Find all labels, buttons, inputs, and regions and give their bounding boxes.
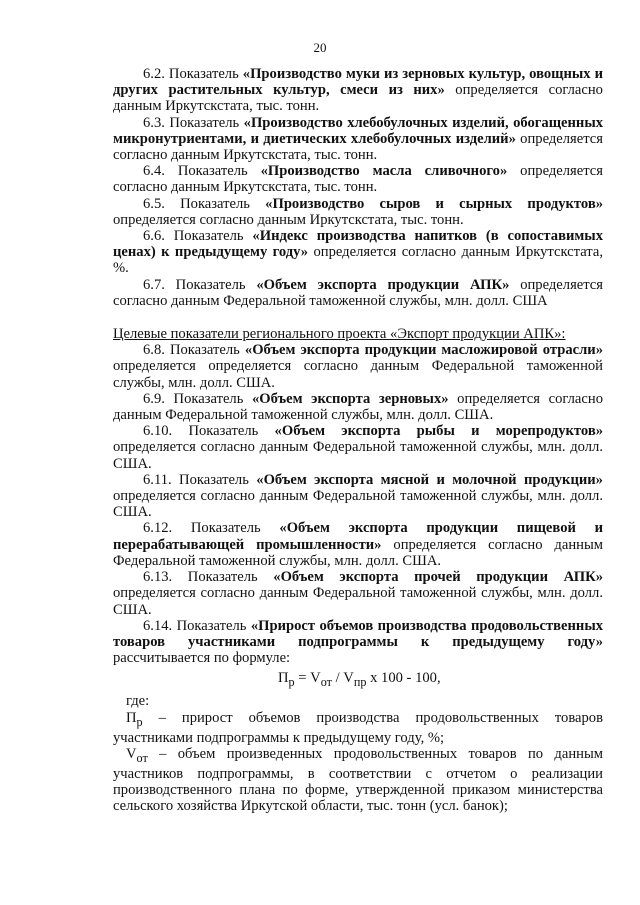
where-label: где: (126, 693, 150, 710)
paragraph-6-5: 6.5. Показатель «Производство сыров и сырных продуктов» определяется согласно данным Иркутскстата, тыс. тонн. (113, 195, 604, 228)
paragraph-6-13: 6.13. Показатель «Объем экспорта прочей продукции АПК» определяется согласно данным Федеральной таможенной службы, млн. долл. США. (113, 569, 604, 618)
definition-vot: $V_{от}$ – объем произведенных продовольственных товаров по данным участников подпрограммы, в соответствии с отчетом о реализации производственного плана по форме, утвержденной приказом министерства сельского хозяйства Иркутской области, тыс. тонн (усл. банок); (113, 745, 603, 815)
paragraph-6-14: 6.14. Показатель «Прирост объемов производства продовольственных товаров участниками подпрограммы к предыдущему году» рассчитывается по формуле: (113, 617, 604, 667)
paragraph-6-3: 6.3. Показатель «Производство хлебобулочных изделий, обогащенных микронутриентами, и диетических хлебобулочных изделий» определяется согласно данным Иркутскстата, тыс. тонн. (113, 114, 604, 164)
paragraph-6-6: 6.6. Показатель «Индекс производства напитков (в сопоставимых ценах) к предыдущему году» определяется согласно данным Иркутскстата, %. (113, 228, 603, 277)
page-number: 20 (313, 40, 327, 55)
paragraph-6-7: 6.7. Показатель «Объем экспорта продукции АПК» определяется согласно данным Федеральной таможенной службы, млн. долл. США (113, 276, 603, 309)
definition-pr: $П_р$ – прирост объемов производства продовольственных товаров участниками подпрограммы к предыдущему году, %; (113, 709, 603, 746)
section-heading: Целевые показатели регионального проекта «Экспорт продукции АПК»: (113, 326, 566, 343)
paragraph-6-11: 6.11. Показатель «Объем экспорта мясной и молочной продукции» определяется согласно данным Федеральной таможенной службы, млн. долл. США. (113, 471, 603, 521)
paragraph-6-8: 6.8. Показатель «Объем экспорта продукции масложировой отрасли» определяется определяется согласно данным Федеральной таможенной службы, млн. долл. США. (113, 342, 604, 391)
paragraph-6-12: 6.12. Показатель «Объем экспорта продукции пищевой и перерабатывающей промышленности» определяется согласно данным Федеральной таможенной службы, млн. долл. США. (113, 520, 603, 569)
paragraph-6-4: 6.4. Показатель «Производство масла сливочного» определяется согласно данным Иркутскстата, тыс. тонн. (113, 163, 603, 196)
paragraph-6-2: 6.2. Показатель «Производство муки из зерновых культур, овощных и других растительных культур, смеси из них» определяется согласно данным Иркутскстата, тыс. тонн. (113, 66, 603, 115)
paragraph-6-10: 6.10. Показатель «Объем экспорта рыбы и морепродуктов» определяется согласно данным Федеральной таможенной службы, млн. долл. США. (113, 423, 604, 472)
paragraph-6-9: 6.9. Показатель «Объем экспорта зерновых» определяется согласно данным Федеральной таможенной службы, млн. долл. США. (113, 390, 603, 424)
document-body (113, 66, 603, 815)
formula: $П_р = V_{от} / V_{пр}$ x 100 - 100, (278, 670, 441, 690)
